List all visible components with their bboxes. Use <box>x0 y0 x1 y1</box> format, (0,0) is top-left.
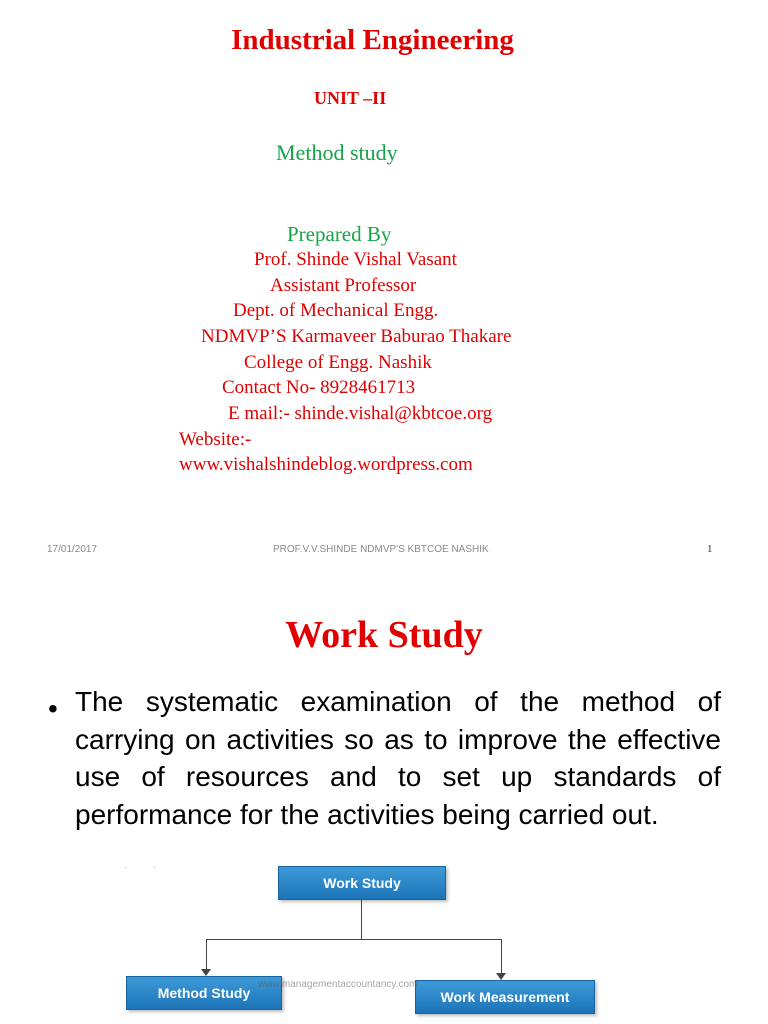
contact-number: Contact No- 8928461713 <box>222 377 416 398</box>
website-label: Website:- <box>179 429 252 450</box>
connector-horizontal <box>206 939 502 940</box>
department: Dept. of Mechanical Engg. <box>233 300 439 321</box>
page-number: 1 <box>707 543 713 555</box>
diagram-right-box: Work Measurement <box>415 980 595 1014</box>
unit-label: UNIT –II <box>314 88 387 108</box>
bullet-text: The systematic examination of the method of carrying on activities so as to improve the effective use of resources and to set up standards of performance for the activities being carried out. <box>75 686 721 830</box>
subject-label: Method study <box>276 140 398 165</box>
college-line-2: College of Engg. Nashik <box>244 352 432 373</box>
diagram-watermark: www.managementaccountancy.com <box>258 979 418 990</box>
diagram-root-box: Work Study <box>278 866 446 900</box>
arrow-down-icon <box>496 973 506 980</box>
image-artifact: · · <box>124 863 156 872</box>
designation: Assistant Professor <box>270 275 417 296</box>
website-url: www.vishalshindeblog.wordpress.com <box>179 454 473 475</box>
email-address: E mail:- shinde.vishal@kbtcoe.org <box>228 403 493 424</box>
slide-title: Industrial Engineering <box>231 24 514 56</box>
slide-2 <box>0 585 768 1024</box>
slide-title: Work Study <box>285 614 483 656</box>
bullet-dot: • <box>48 693 58 724</box>
footer-author: PROF.V.V.SHINDE NDMVP'S KBTCOE NASHIK <box>273 544 489 555</box>
author-name: Prof. Shinde Vishal Vasant <box>254 249 457 270</box>
footer-date: 17/01/2017 <box>47 544 98 555</box>
diagram-left-box: Method Study <box>126 976 282 1010</box>
prepared-by-label: Prepared By <box>287 222 392 246</box>
college-line-1: NDMVP’S Karmaveer Baburao Thakare <box>201 326 512 347</box>
arrow-down-icon <box>201 969 211 976</box>
connector-vertical-root <box>361 899 362 939</box>
